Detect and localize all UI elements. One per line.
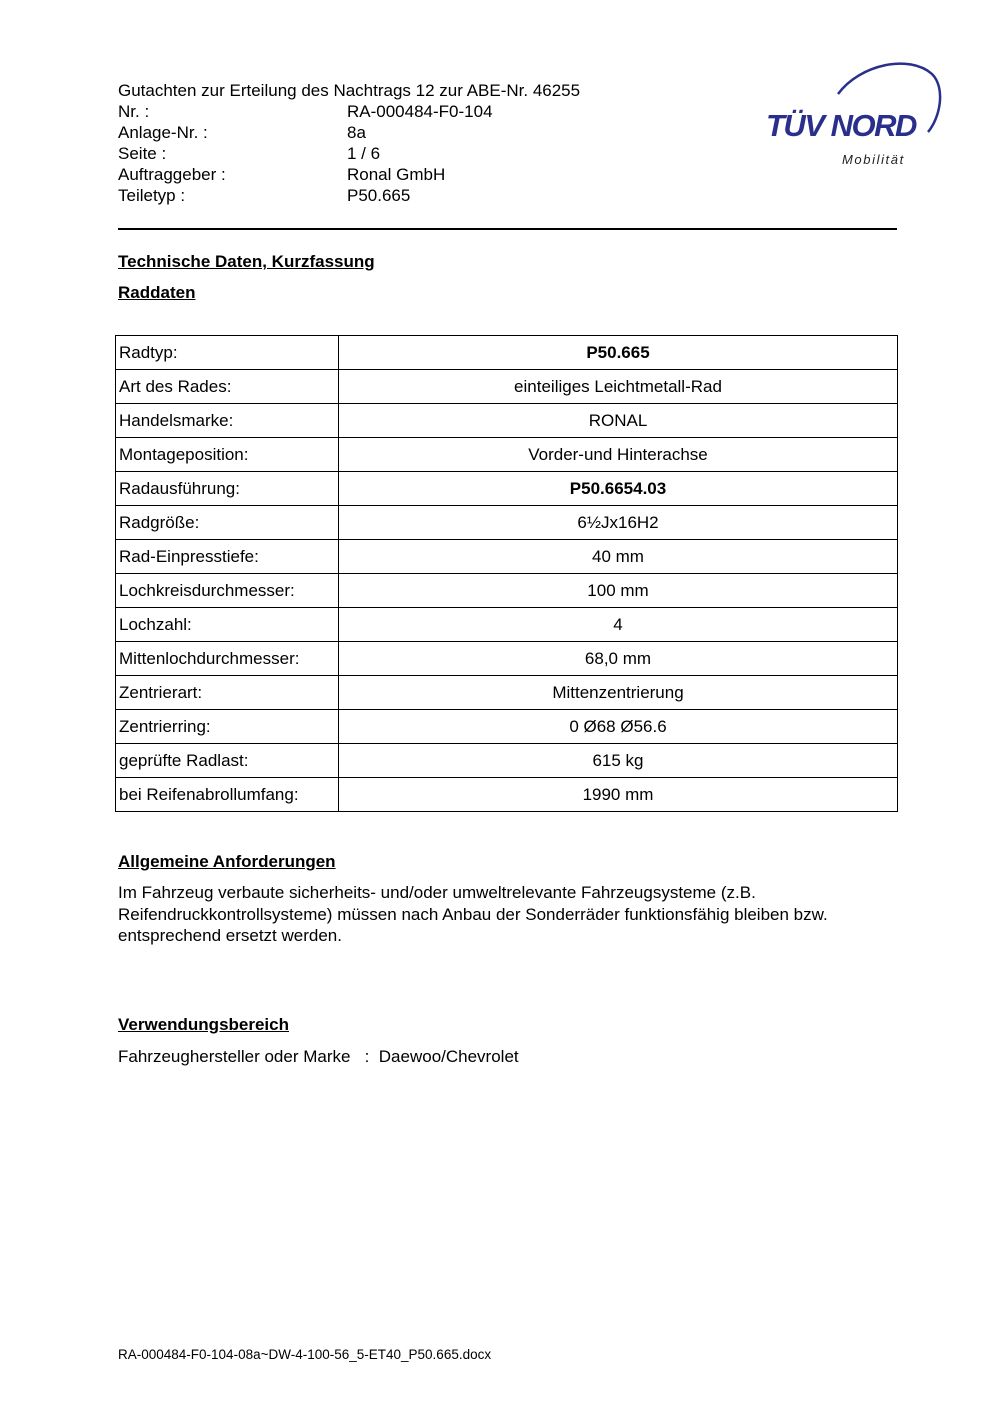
row-label: Art des Rades: [116,370,339,404]
header-divider [118,228,897,230]
row-value: P50.665 [339,336,898,370]
meta-value: RA-000484-F0-104 [347,102,493,121]
row-label: geprüfte Radlast: [116,744,339,778]
raddaten-table [115,335,898,812]
row-value: 6½Jx16H2 [339,506,898,540]
row-label: Lochzahl: [116,608,339,642]
document-title: Gutachten zur Erteilung des Nachtrags 12 zur ABE-Nr. 46255 [118,81,581,100]
heading-raddaten: Raddaten [118,283,196,302]
row-value: 100 mm [339,574,898,608]
meta-value: 1 / 6 [347,144,381,163]
table-row [116,676,898,710]
document-header [118,80,678,206]
usage-line: Fahrzeughersteller oder Marke : Daewoo/Chevrolet [118,1047,519,1066]
table-row [116,642,898,676]
table-row [116,438,898,472]
logo-sub-text: Mobilität [842,152,905,167]
meta-row-seite [118,143,678,164]
table-row [116,336,898,370]
row-label: Zentrierart: [116,676,339,710]
meta-value: 8a [347,123,366,142]
row-value: Mittenzentrierung [339,676,898,710]
meta-row-teiletyp [118,185,678,206]
table-row [116,472,898,506]
meta-key: Anlage-Nr. : [118,123,208,142]
footer-filename: RA-000484-F0-104-08a~DW-4-100-56_5-ET40_P50.665.docx [118,1347,492,1362]
row-value: einteiliges Leichtmetall-Rad [339,370,898,404]
table-row [116,370,898,404]
row-label: Radtyp: [116,336,339,370]
row-value: 1990 mm [339,778,898,812]
heading-verwendungsbereich: Verwendungsbereich [118,1015,289,1034]
row-label: bei Reifenabrollumfang: [116,778,339,812]
meta-value: Ronal GmbH [347,165,446,184]
row-value: 4 [339,608,898,642]
heading-technische-daten: Technische Daten, Kurzfassung [118,252,375,271]
tuv-nord-logo [760,56,950,176]
row-label: Lochkreisdurchmesser: [116,574,339,608]
table-row [116,744,898,778]
table-row [116,404,898,438]
meta-key: Seite : [118,144,167,163]
row-label: Mittenlochdurchmesser: [116,642,339,676]
meta-key: Teiletyp : [118,186,186,205]
row-label: Radgröße: [116,506,339,540]
row-value: 40 mm [339,540,898,574]
row-value: 0 Ø68 Ø56.6 [339,710,898,744]
table-row [116,574,898,608]
meta-key: Nr. : [118,102,150,121]
logo-brand-text: TÜV NORD [766,108,916,143]
table-row [116,540,898,574]
row-label: Handelsmarke: [116,404,339,438]
table-row [116,608,898,642]
table-row [116,778,898,812]
heading-allgemeine-anforderungen: Allgemeine Anforderungen [118,852,336,871]
table-row [116,506,898,540]
header-meta [118,101,678,206]
meta-key: Auftraggeber : [118,165,226,184]
meta-row-auftraggeber [118,164,678,185]
row-value: 68,0 mm [339,642,898,676]
row-label: Rad-Einpresstiefe: [116,540,339,574]
row-label: Zentrierring: [116,710,339,744]
general-requirements-text: Im Fahrzeug verbaute sicherheits- und/oder umweltrelevante Fahrzeugsysteme (z.B. Reifendruckkontrollsysteme) müssen nach Anbau der Sonderräder funktionsfähig bleiben bzw. entsprechend ersetzt werden. [118,883,828,945]
table-row [116,710,898,744]
row-value: P50.6654.03 [339,472,898,506]
row-label: Montageposition: [116,438,339,472]
row-label: Radausführung: [116,472,339,506]
row-value: 615 kg [339,744,898,778]
meta-row-nr [118,101,678,122]
row-value: RONAL [339,404,898,438]
meta-row-anlage [118,122,678,143]
row-value: Vorder-und Hinterachse [339,438,898,472]
meta-value: P50.665 [347,186,411,205]
